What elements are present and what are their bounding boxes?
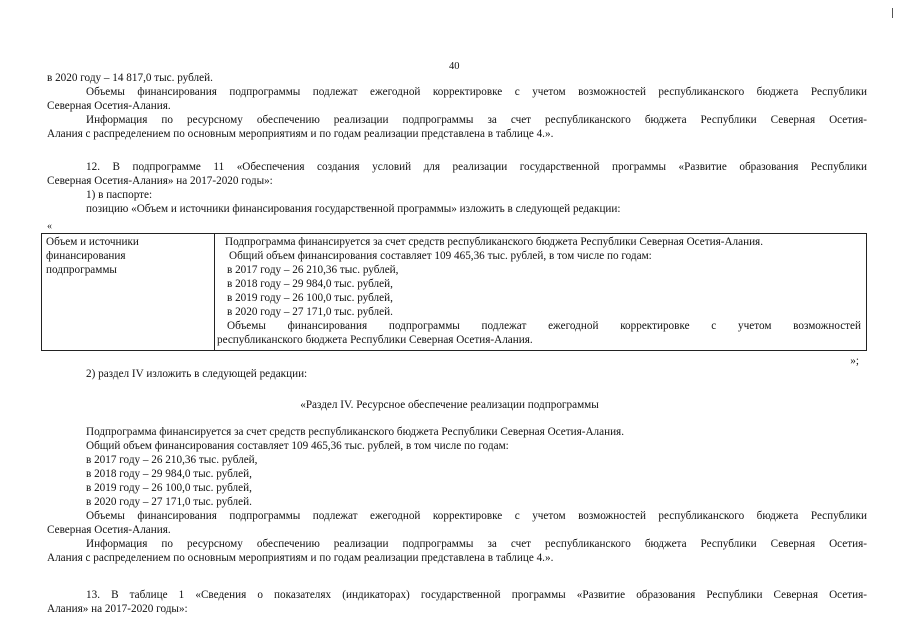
section-13: [47, 588, 867, 616]
text-line: в 2020 году – 14 817,0 тыс. рублей.: [47, 72, 213, 84]
text-line: в 2018 году – 29 984,0 тыс. рублей,: [86, 468, 252, 480]
left-cell-line: подпрограммы: [46, 264, 117, 276]
left-cell-line: финансирования: [46, 250, 126, 262]
right-cell-line: в 2017 году – 26 210,36 тыс. рублей,: [227, 264, 399, 276]
text-line: в 2017 году – 26 210,36 тыс. рублей,: [86, 454, 258, 466]
text-line: позицию «Объем и источники финансирования государственной программы» изложить в следующей редакции:: [86, 203, 621, 215]
text-line: в 2019 году – 26 100,0 тыс. рублей,: [86, 482, 252, 494]
right-cell-line: в 2020 году – 27 171,0 тыс. рублей.: [227, 306, 393, 318]
text-line: Общий объем финансирования составляет 109 465,36 тыс. рублей, в том числе по годам:: [86, 440, 509, 452]
page-number: 40: [449, 61, 460, 72]
right-cell-line: в 2019 году – 26 100,0 тыс. рублей,: [227, 292, 393, 304]
section-title: «Раздел IV. Ресурсное обеспечение реализации подпрограммы: [300, 399, 599, 411]
section-2-intro: [47, 367, 867, 381]
text-line: Северная Осетия-Алания» на 2017-2020 годы»:: [47, 175, 273, 187]
text-line: 2) раздел IV изложить в следующей редакции:: [86, 368, 308, 380]
top-paragraphs: [47, 71, 867, 141]
open-quote: «: [47, 221, 52, 232]
table-left-cell: [46, 235, 208, 277]
text-line: Северная Осетия-Алания.: [47, 524, 171, 536]
text-line: 1) в паспорте:: [86, 189, 153, 201]
right-cell-line: Объемы финансирования подпрограммы подлежат ежегодной корректировке с учетом возможностей: [227, 320, 861, 332]
section-12: [47, 160, 867, 216]
text-line: Алания с распределением по основным мероприятиям и по годам реализации представлена в таблице 4.».: [47, 552, 554, 564]
right-cell-line: Общий объем финансирования составляет 109 465,36 тыс. рублей, в том числе по годам:: [229, 250, 652, 262]
text-line: 13. В таблице 1 «Сведения о показателях (индикаторах) государственной программы «Развитие образования Республики Северная Осетия-: [86, 589, 867, 601]
close-quote: »;: [850, 355, 859, 367]
text-line: Объемы финансирования подпрограммы подлежат ежегодной корректировке с учетом возможностей республиканского бюджета Республики: [86, 510, 867, 522]
right-cell-line: Подпрограмма финансируется за счет средств республиканского бюджета Республики Северная Осетия-Алания.: [225, 236, 764, 248]
passport-table: [41, 233, 867, 351]
text-line: Информация по ресурсному обеспечению реализации подпрограммы за счет республиканского бюджета Республики Северная Осетия-: [86, 114, 867, 126]
text-line: Объемы финансирования подпрограммы подлежат ежегодной корректировке с учетом возможностей республиканского бюджета Республики: [86, 86, 867, 98]
table-right-cell: [217, 235, 861, 347]
text-line: Северная Осетия-Алания.: [47, 100, 171, 112]
text-line: в 2020 году – 27 171,0 тыс. рублей.: [86, 496, 252, 508]
scan-edge-mark: [892, 8, 893, 18]
text-line: Информация по ресурсному обеспечению реализации подпрограммы за счет республиканского бюджета Республики Северная Осетия-: [86, 538, 867, 550]
table-divider: [214, 234, 215, 350]
text-line: 12. В подпрограмме 11 «Обеспечения создания условий для реализации государственной программы «Развитие образования Республики: [86, 161, 867, 173]
text-line: Алания» на 2017-2020 годы»:: [47, 603, 188, 615]
text-line: Алания с распределением по основным мероприятиям и по годам реализации представлена в таблице 4.».: [47, 128, 554, 140]
text-line: Подпрограмма финансируется за счет средств республиканского бюджета Республики Северная Осетия-Алания.: [86, 426, 625, 438]
section-iv-body: [47, 425, 867, 565]
right-cell-line: республиканского бюджета Республики Северная Осетия-Алания.: [217, 334, 533, 346]
left-cell-line: Объем и источники: [46, 236, 139, 248]
right-cell-line: в 2018 году – 29 984,0 тыс. рублей,: [227, 278, 393, 290]
